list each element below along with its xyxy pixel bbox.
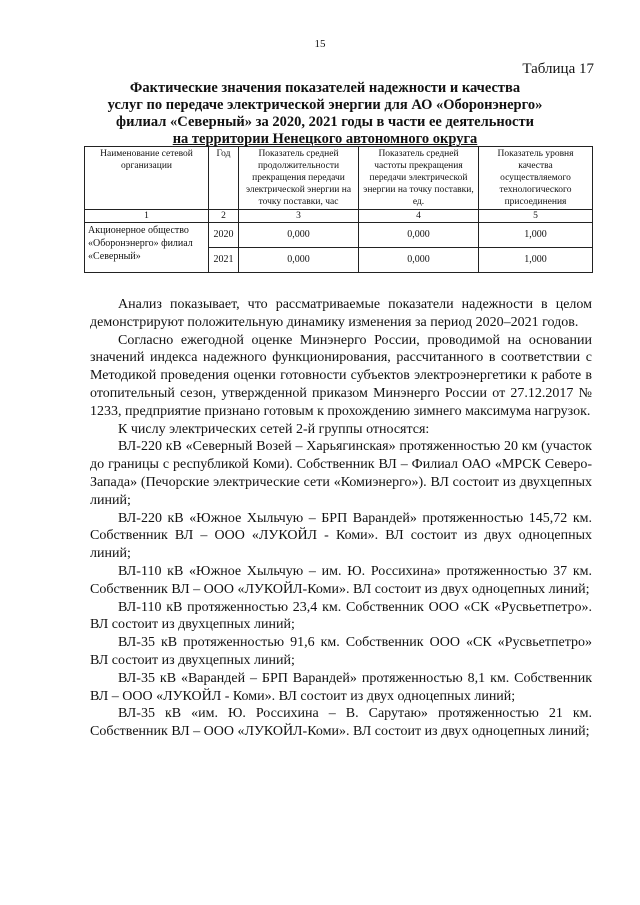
header-duration: Показатель средней продолжительности прекращения передачи электрической энергии на точку поставки, час [239,147,359,210]
column-number: 3 [239,210,359,223]
year-cell: 2021 [209,248,239,273]
frequency-cell: 0,000 [359,223,479,248]
page-number: 15 [314,38,326,50]
table-heading [100,80,550,148]
heading-line: услуг по передаче электрической энергии для АО «Оборонэнерго» [107,97,543,113]
duration-cell: 0,000 [239,223,359,248]
heading-line: Фактические значения показателей надежности и качества [129,80,521,96]
header-frequency: Показатель средней частоты прекращения передачи электрической энергии на точку поставки, ед. [359,147,479,210]
paragraph: Согласно ежегодной оценке Минэнерго России, проводимой на основании значений индекса надежного функционирования, рассчитанного в соответствии с Методикой проведения оценки готовности субъектов электроэнергетики к работе в отопительный сезон, утвержденной приказом Минэнерго России от 27.12.2017 № 1233, предприятие признано готовым к прохождению зимнего максимума нагрузок. [90,332,592,419]
header-organization: Наименование сетевой организации [85,147,209,210]
table-header-row [85,147,593,210]
quality-cell: 1,000 [479,248,593,273]
paragraph: К числу электрических сетей 2-й группы относятся: [118,421,430,437]
reliability-table [84,146,593,273]
column-number: 5 [479,210,593,223]
paragraph: ВЛ-220 кВ «Северный Возей – Харьягинская» протяженностью 20 км (участок до границы с республикой Коми). Собственник ВЛ – Филиал ОАО «МРСК Северо-Запада» (Печорские электрические сети «Комиэнерго»). ВЛ состоит из двухцепных линий; [90,439,592,508]
paragraph: Анализ показывает, что рассматриваемые показатели надежности в целом демонстрируют положительную динамику изменения за период 2020–2021 годов. [90,297,592,330]
quality-cell: 1,000 [479,223,593,248]
heading-line: на территории Ненецкого автономного округа [172,131,478,147]
paragraph: ВЛ-110 кВ протяженностью 23,4 км. Собственник ООО «СК «Русвьетпетро». ВЛ состоит из двухцепных линий; [90,599,592,633]
duration-cell: 0,000 [239,248,359,273]
header-year: Год [209,147,239,210]
column-number: 2 [209,210,239,223]
table-label: Таблица 17 [522,61,594,77]
column-number-row [85,210,593,223]
table-row [85,223,593,248]
heading-line: филиал «Северный» за 2020, 2021 годы в части ее деятельности [116,114,534,130]
frequency-cell: 0,000 [359,248,479,273]
column-number: 4 [359,210,479,223]
paragraph: ВЛ-35 кВ «Варандей – БРП Варандей» протяженностью 8,1 км. Собственник ВЛ – ООО «ЛУКОЙЛ - Коми». ВЛ состоит из двух одноцепных линий; [90,670,592,704]
paragraph: ВЛ-35 кВ «им. Ю. Россихина – В. Сарутаю» протяженностью 21 км. Собственник ВЛ – ООО «ЛУКОЙЛ-Коми». ВЛ состоит из двух одноцепных линий; [90,706,592,740]
paragraph: ВЛ-220 кВ «Южное Хыльчую – БРП Варандей» протяженностью 145,72 км. Собственник ВЛ – ООО «ЛУКОЙЛ - Коми». ВЛ состоит из двух одноцепных линий; [90,510,592,562]
organization-cell: Акционерное общество «Оборонэнерго» филиал «Северный» [85,223,209,273]
header-quality: Показатель уровня качества осуществляемого технологического присоединения [479,147,593,210]
paragraph: ВЛ-110 кВ «Южное Хыльчую – им. Ю. Россихина» протяженностью 37 км. Собственник ВЛ – ООО «ЛУКОЙЛ-Коми». ВЛ состоит из двух одноцепных линий; [90,563,592,597]
year-cell: 2020 [209,223,239,248]
column-number: 1 [85,210,209,223]
body-text [90,296,592,741]
paragraph: ВЛ-35 кВ протяженностью 91,6 км. Собственник ООО «СК «Русвьетпетро» ВЛ состоит из двухцепных линий; [90,635,592,668]
